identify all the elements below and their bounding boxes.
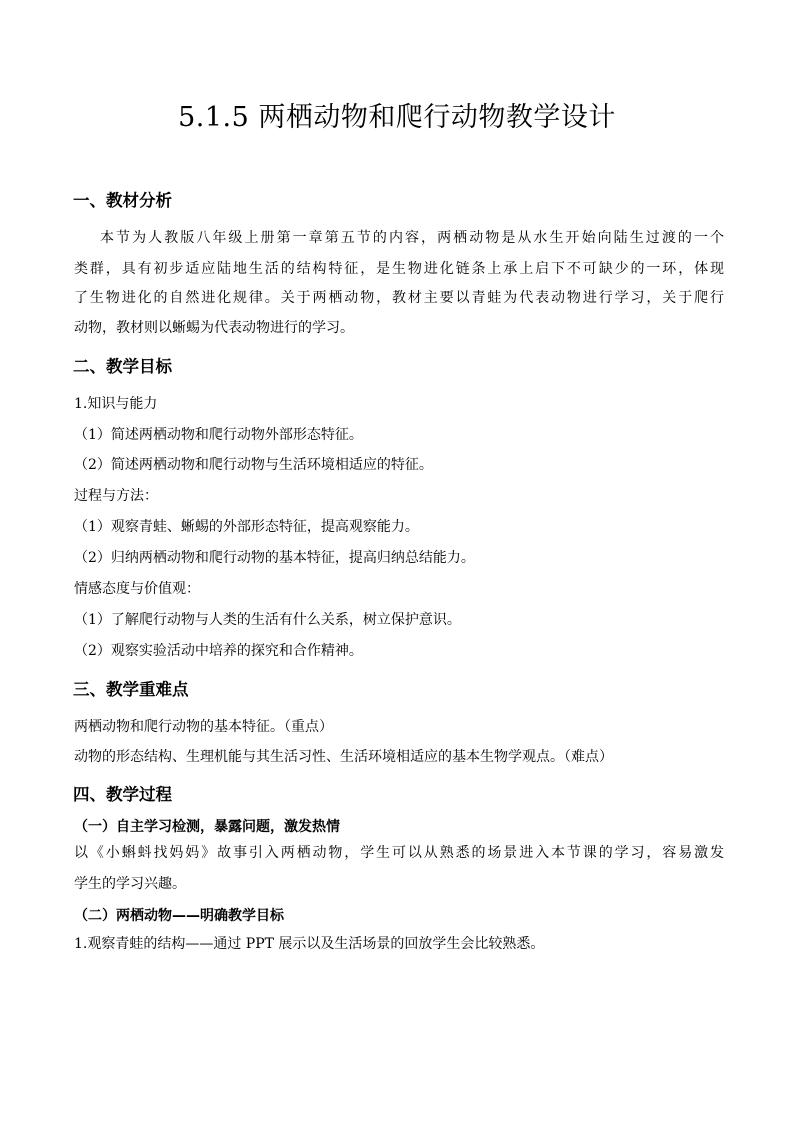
process-line: 学生的学习兴趣。: [74, 876, 186, 892]
objective-line: 1.知识与能力: [74, 396, 158, 412]
process-line: 1.观察青蛙的结构——通过 PPT 展示以及生活场景的回放学生会比较熟悉。: [74, 936, 545, 952]
subsection-heading-self-study: （一）自主学习检测，暴露问题，激发热情: [74, 819, 340, 835]
key-point-line: 动物的形态结构、生理机能与其生活习性、生活环境相适应的基本生物学观点。（难点）: [74, 749, 613, 765]
paragraph-line: 本节为人教版八年级上册第一章第五节的内容，两栖动物是从水生开始向陆生过渡的一个: [100, 230, 724, 246]
objective-line: 过程与方法：: [74, 488, 158, 504]
objective-line: （1）了解爬行动物与人类的生活有什么关系，树立保护意识。: [74, 612, 461, 628]
objective-line: （2）归纳两栖动物和爬行动物的基本特征，提高归纳总结能力。: [74, 550, 475, 566]
subsection-heading-amphibians: （二）两栖动物——明确教学目标: [74, 908, 284, 924]
paragraph-line: 类群，具有初步适应陆地生活的结构特征，是生物进化链条上承上启下不可缺少的一环，体现: [74, 261, 724, 277]
objective-line: （1）简述两栖动物和爬行动物外部形态特征。: [74, 427, 363, 443]
objective-line: 情感态度与价值观：: [74, 581, 200, 597]
process-line: 以《小蝌蚪找妈妈》故事引入两栖动物，学生可以从熟悉的场景进入本节课的学习，容易激发: [74, 845, 724, 861]
section-heading-key-points: 三、教学重难点: [73, 680, 189, 699]
section-heading-textbook-analysis: 一、教材分析: [73, 191, 172, 210]
paragraph-line: 了生物进化的自然进化规律。关于两栖动物，教材主要以青蛙为代表动物进行学习，关于爬行: [74, 290, 724, 306]
objective-line: （2）观察实验活动中培养的探究和合作精神。: [74, 643, 363, 659]
section-heading-teaching-objectives: 二、教学目标: [73, 357, 172, 376]
paragraph-line: 动物，教材则以蜥蜴为代表动物进行的学习。: [74, 320, 354, 336]
section-heading-teaching-process: 四、教学过程: [73, 785, 172, 804]
key-point-line: 两栖动物和爬行动物的基本特征。（重点）: [74, 719, 333, 735]
objective-line: （1）观察青蛙、蜥蜴的外部形态特征，提高观察能力。: [74, 519, 419, 535]
objective-line: （2）简述两栖动物和爬行动物与生活环境相适应的特征。: [74, 457, 433, 473]
document-title: 5.1.5 两栖动物和爬行动物教学设计: [178, 102, 616, 133]
